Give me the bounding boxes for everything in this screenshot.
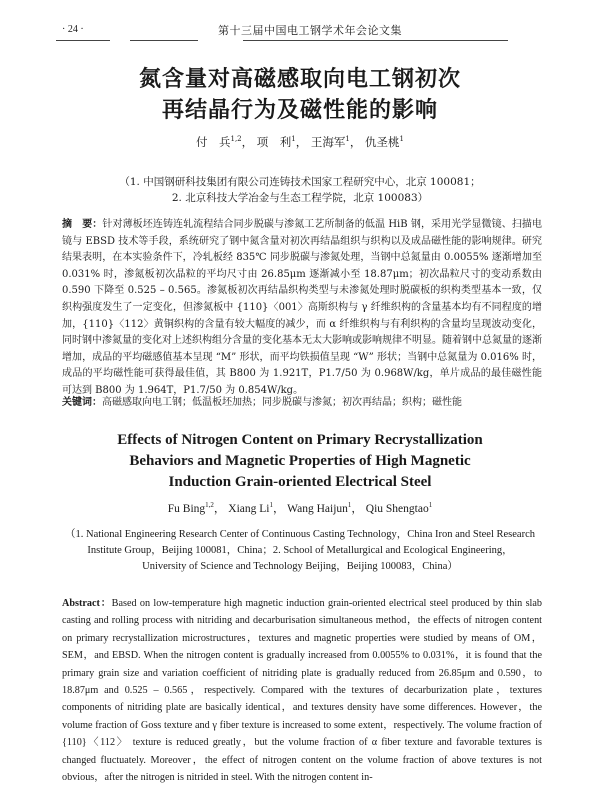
author-affil-mark: 1 [345, 135, 350, 144]
english-authors [0, 500, 600, 516]
affiliation-line: University of Science and Technology Beijing，Beijing 100083，China） [142, 561, 458, 572]
keywords-label: 关键词： [62, 397, 102, 408]
running-title: 第十三届中国电工钢学术年会论文集 [218, 24, 402, 37]
author-name: Wang Haijun [287, 503, 348, 515]
keywords-text: 高磁感取向电工钢；低温板坯加热；同步脱碳与渗氮；初次再结晶；织构；磁性能 [102, 397, 462, 408]
author-separator: ， [295, 135, 308, 149]
chinese-abstract [62, 217, 542, 400]
english-title-line: Effects of Nitrogen Content on Primary Recrystallization [117, 432, 483, 448]
author-separator: ， [351, 503, 363, 515]
affiliation-line: Institute Group，Beijing 100081，China；2. School of Metallurgical and Ecological Engineering， [87, 545, 513, 556]
english-affiliations [0, 527, 600, 575]
chinese-authors [0, 134, 600, 150]
abstract-label: 摘 要： [62, 219, 103, 230]
author-name: 王海军 [310, 135, 346, 149]
page-header [48, 16, 528, 42]
chinese-keywords [62, 395, 542, 411]
author-affil-mark: 1 [291, 135, 296, 144]
author-affil-mark: 1 [428, 501, 433, 510]
affiliation-line: 2. 北京科技大学冶金与生态工程学院，北京 100083） [171, 192, 429, 204]
author-name: 付 兵 [195, 135, 231, 149]
page-number: · 24 · [62, 24, 84, 35]
author-affil-mark: 1 [269, 501, 273, 510]
chinese-title-line: 氮含量对高磁感取向电工钢初次 [138, 66, 461, 92]
chinese-affiliations [0, 174, 600, 206]
author-affil-mark: 1,2 [205, 501, 214, 510]
author-separator: ， [213, 503, 226, 515]
header-rule [243, 40, 508, 41]
header-rule [130, 40, 198, 41]
header-rule [56, 40, 110, 41]
author-name: 仇圣桃 [365, 135, 400, 149]
author-separator: ， [273, 503, 285, 515]
author-affil-mark: 1 [347, 501, 352, 510]
author-affil-mark: 1,2 [230, 135, 242, 144]
author-affil-mark: 1 [399, 135, 404, 144]
author-separator: ， [349, 135, 362, 149]
author-name: Xiang Li [228, 503, 270, 515]
affiliation-line: （1. 中国钢研科技集团有限公司连铸技术国家工程研究中心，北京 100081； [119, 176, 481, 188]
author-name: 项 利 [256, 135, 292, 149]
english-title-line: Behaviors and Magnetic Properties of High Magnetic [129, 453, 471, 469]
english-title-line: Induction Grain-oriented Electrical Steel [168, 474, 432, 490]
english-abstract [62, 595, 542, 786]
author-name: Fu Bing [167, 503, 206, 515]
author-name: Qiu Shengtao [365, 503, 429, 515]
author-separator: ， [241, 135, 254, 149]
english-title [0, 430, 600, 493]
abstract-text: Based on low-temperature high magnetic induction grain-oriented electrical steel produced by thin slab casting and rolling process with nitriding and decarburisation simultaneous method，the effects of nitrogen content on primary recrystallization microstructures，textures and magnetic properties were studied by means of OM，SEM，and EBSD. When the nitrogen content is gradually increased from 0.0055% to 0.031%，it is found that the primary grain size and variation coefficient of nitriding plate is gradually reduced from 26.85μm and 0.590，to 18.87μm and 0.525 – 0.565，respectively. Compared with the textures of decarburization plate，textures components of nitriding plate are basically identical，and textures density have some differences. However，the volume fraction of Goss texture and γ fiber texture is increased to some extent，respectively. The volume fraction of {110}〈112〉 texture is reduced greatly，but the volume fraction of α fiber texture and favorable textures is changed fluctuately. Moreover，the effect of nitrogen content on the volume fraction of above textures is not obvious，after the nitrogen is nitrided in steel. With the nitrogen content in- [62, 598, 542, 784]
abstract-text: 针对薄板坯连铸连轧流程结合同步脱碳与渗氮工艺所制备的低温 HiB 钢，采用光学显微镜、扫描电镜与 EBSD 技术等手段，系统研究了钢中氮含量对初次再结晶组织与织构以及成品磁性能的影响规律。研究结果表明，在本实验条件下，冷轧板经 835℃ 同步脱碳与渗氮处理，当钢中总氮量由 0.0055% 逐渐增加至 0.031% 时，渗氮板初次晶粒的平均尺寸由 26.85μm 逐渐减小至 18.87μm；初次晶粒尺寸的变动系数由 0.590 下降至 0.525 – 0.565。渗氮板初次再结晶织构类型与未渗氮处理时脱碳板的织构类型基本一致，仅织构强度发生了一定变化，但渗氮板中 {110}〈001〉高斯织构与 γ 纤维织构的含量基本均有不同程度的增加，{110}〈112〉黄铜织构的含量有较大幅度的减少，而 α 纤维织构与有利织构的含量均呈现波动变化，同时钢中渗氮量的变化对上述织构组分含量的变化基本无太大影响或影响规律不明显。随着钢中总氮量的逐渐增加，成品的平均磁感值基本呈现 “M” 形状，而平均铁损值呈现 “W” 形状；当钢中总氮量为 0.016% 时，成品的平均磁性能可获得最佳值，其 B800 为 1.921T，P1.7/50 为 0.968W/kg，单片成品的最佳磁性能可达到 B800 为 1.964T，P1.7/50 为 0.854W/kg。 [62, 219, 543, 396]
chinese-title-line: 再结晶行为及磁性能的影响 [161, 97, 438, 123]
affiliation-line: （1. National Engineering Research Center of Continuous Casting Technology，China Iron and Steel Research [64, 529, 535, 540]
abstract-label: Abstract： [62, 598, 112, 609]
chinese-title [0, 64, 600, 126]
